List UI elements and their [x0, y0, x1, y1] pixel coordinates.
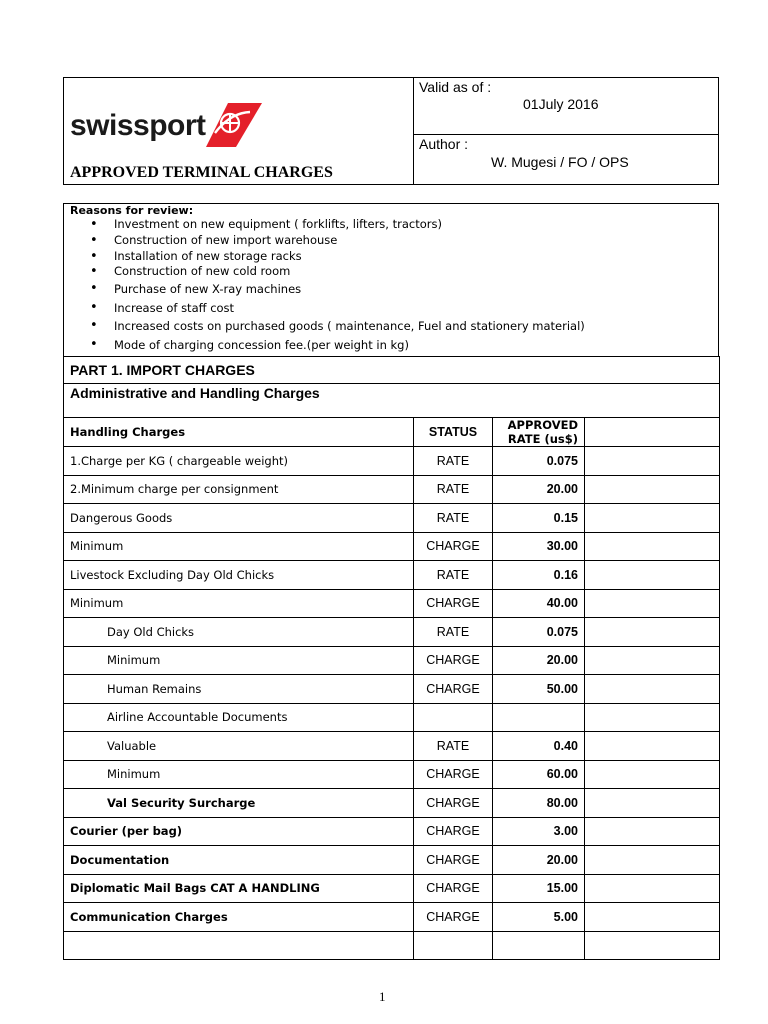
document-title: APPROVED TERMINAL CHARGES [70, 164, 333, 181]
document-header [63, 77, 719, 185]
header-divider [413, 78, 414, 184]
row-item: Minimum [64, 532, 414, 561]
row-rate: 30.00 [493, 532, 585, 561]
empty-cell [585, 931, 720, 959]
empty-cell [585, 532, 720, 561]
table-row [64, 447, 720, 476]
row-rate: 20.00 [493, 846, 585, 875]
row-rate: 0.075 [493, 447, 585, 476]
empty-cell [64, 931, 414, 959]
row-status: CHARGE [414, 589, 493, 618]
row-item: Valuable [64, 732, 414, 761]
row-status: CHARGE [414, 789, 493, 818]
row-item: Dangerous Goods [64, 504, 414, 533]
column-header-rate-line1: APPROVED [507, 418, 578, 432]
row-status: CHARGE [414, 760, 493, 789]
row-rate [493, 703, 585, 732]
empty-cell [414, 931, 493, 959]
reason-item: • Installation of new storage racks [88, 249, 585, 265]
empty-cell [585, 817, 720, 846]
row-rate: 3.00 [493, 817, 585, 846]
row-item: Minimum [64, 589, 414, 618]
row-item: Minimum [64, 646, 414, 675]
row-rate: 40.00 [493, 589, 585, 618]
empty-cell [585, 447, 720, 476]
reason-item: • Mode of charging concession fee.(per weight in kg) [88, 336, 585, 355]
row-status: RATE [414, 475, 493, 504]
row-rate: 60.00 [493, 760, 585, 789]
row-item: Airline Accountable Documents [64, 703, 414, 732]
row-status: CHARGE [414, 903, 493, 932]
swissport-logo [70, 103, 260, 149]
reasons-for-review [63, 203, 719, 356]
row-item: Val Security Surcharge [64, 789, 414, 818]
empty-cell [585, 732, 720, 761]
table-row [64, 475, 720, 504]
row-item: 1.Charge per KG ( chargeable weight) [64, 447, 414, 476]
row-item: Day Old Chicks [64, 618, 414, 647]
row-rate: 20.00 [493, 646, 585, 675]
row-rate: 20.00 [493, 475, 585, 504]
row-item: Courier (per bag) [64, 817, 414, 846]
column-header-rate [493, 418, 585, 447]
table-row [64, 504, 720, 533]
row-status: RATE [414, 447, 493, 476]
header-divider [413, 134, 718, 135]
reason-item: • Increased costs on purchased goods ( maintenance, Fuel and stationery material) [88, 317, 585, 336]
reasons-title: Reasons for review: [70, 204, 194, 217]
empty-cell [585, 618, 720, 647]
empty-cell [585, 475, 720, 504]
empty-cell [585, 760, 720, 789]
author-label: Author : [419, 136, 469, 152]
row-item: 2.Minimum charge per consignment [64, 475, 414, 504]
reason-item: • Investment on new equipment ( forklifts, lifters, tractors) [88, 217, 585, 233]
table-row [64, 703, 720, 732]
empty-cell [585, 903, 720, 932]
table-row [64, 589, 720, 618]
reasons-list [88, 217, 585, 354]
row-status: CHARGE [414, 675, 493, 704]
author-value: W. Mugesi / FO / OPS [491, 154, 629, 170]
row-status: RATE [414, 561, 493, 590]
reason-item: • Purchase of new X-ray machines [88, 280, 585, 299]
empty-cell [585, 703, 720, 732]
empty-cell [585, 789, 720, 818]
table-header-row [64, 418, 720, 447]
row-rate: 50.00 [493, 675, 585, 704]
row-status: CHARGE [414, 532, 493, 561]
row-status [414, 703, 493, 732]
table-row [64, 760, 720, 789]
import-charges-table [63, 356, 720, 960]
row-item: Minimum [64, 760, 414, 789]
empty-cell [493, 931, 585, 959]
page-number: 1 [379, 989, 386, 1004]
row-rate: 0.40 [493, 732, 585, 761]
empty-cell [585, 874, 720, 903]
empty-cell [585, 561, 720, 590]
row-item: Livestock Excluding Day Old Chicks [64, 561, 414, 590]
empty-cell [585, 418, 720, 447]
table-row [64, 532, 720, 561]
row-status: RATE [414, 618, 493, 647]
table-row [64, 817, 720, 846]
row-rate: 80.00 [493, 789, 585, 818]
row-rate: 5.00 [493, 903, 585, 932]
empty-cell [585, 589, 720, 618]
part-title-row [64, 357, 720, 384]
row-rate: 0.16 [493, 561, 585, 590]
row-rate: 0.075 [493, 618, 585, 647]
part-subtitle: Administrative and Handling Charges [64, 384, 720, 418]
row-item: Documentation [64, 846, 414, 875]
column-header-status: STATUS [414, 418, 493, 447]
row-rate: 0.15 [493, 504, 585, 533]
part-title: PART 1. IMPORT CHARGES [64, 357, 720, 384]
reason-item: • Construction of new cold room [88, 264, 585, 280]
empty-cell [585, 846, 720, 875]
table-row-empty [64, 931, 720, 959]
table-row [64, 675, 720, 704]
valid-as-of-value: 01July 2016 [523, 96, 599, 112]
row-item: Human Remains [64, 675, 414, 704]
row-status: CHARGE [414, 874, 493, 903]
swissport-logo-icon [206, 103, 262, 147]
table-row [64, 618, 720, 647]
table-row [64, 903, 720, 932]
table-row [64, 561, 720, 590]
row-status: RATE [414, 732, 493, 761]
row-item: Communication Charges [64, 903, 414, 932]
column-header-rate-line2: RATE (us$) [507, 432, 578, 446]
table-row [64, 646, 720, 675]
empty-cell [585, 646, 720, 675]
logo-wordmark: swissport [70, 109, 206, 142]
row-status: CHARGE [414, 817, 493, 846]
column-header-item: Handling Charges [64, 418, 414, 447]
reason-item: • Increase of staff cost [88, 299, 585, 318]
row-rate: 15.00 [493, 874, 585, 903]
empty-cell [585, 675, 720, 704]
table-row [64, 874, 720, 903]
table-row [64, 732, 720, 761]
empty-cell [585, 504, 720, 533]
table-row [64, 846, 720, 875]
row-status: RATE [414, 504, 493, 533]
reason-item: • Construction of new import warehouse [88, 233, 585, 249]
part-subtitle-row [64, 384, 720, 418]
row-status: CHARGE [414, 846, 493, 875]
valid-as-of-label: Valid as of : [419, 79, 492, 95]
row-status: CHARGE [414, 646, 493, 675]
table-row [64, 789, 720, 818]
row-item: Diplomatic Mail Bags CAT A HANDLING [64, 874, 414, 903]
